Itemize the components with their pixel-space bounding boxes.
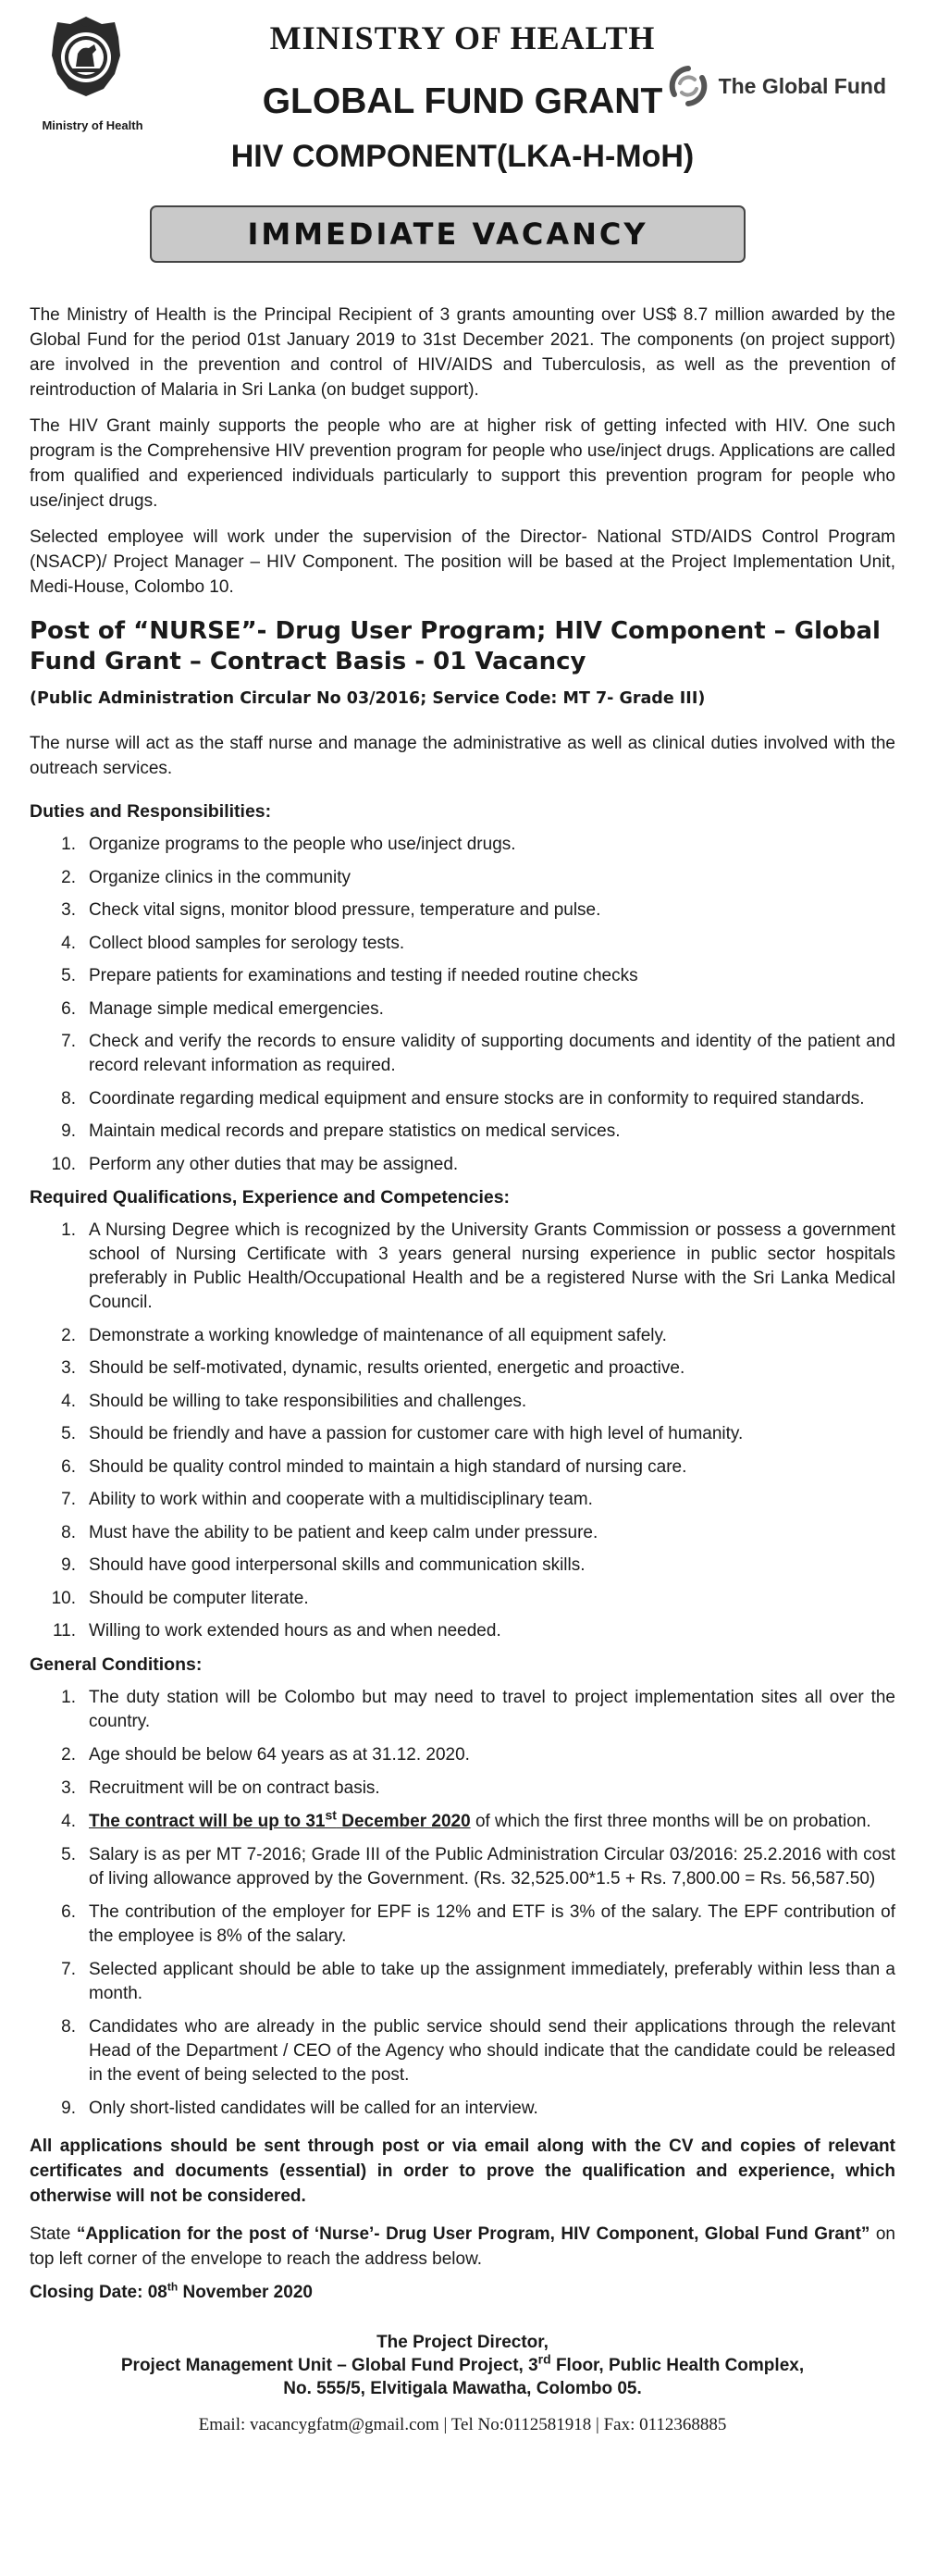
list-item [30, 1087, 895, 1111]
item-text: Manage simple medical emergencies. [89, 998, 384, 1019]
address-line: No. 555/5, Elvitigala Mawatha, Colombo 05. [283, 2378, 642, 2398]
duties-list [30, 833, 895, 1177]
item-text: Should be friendly and have a passion for customer care with high level of humanity. [89, 1424, 744, 1443]
item-number: 9. [61, 1555, 76, 1575]
envelope-instruction [30, 2222, 895, 2272]
item-number: 6. [61, 1456, 76, 1477]
grant-title: GLOBAL FUND GRANT [262, 81, 663, 121]
ministry-title: MINISTRY OF HEALTH [269, 19, 656, 56]
list-item [30, 1958, 895, 2006]
item-number: 4. [61, 933, 76, 953]
list-item [30, 1219, 895, 1315]
list-item [30, 1390, 895, 1414]
item-number: 7. [61, 1490, 76, 1509]
item-text: A Nursing Degree which is recognized by the University Grants Commission or possess a government school of Nursing Certificate with 3 years general nursing experience in public sector hospitals preferably in Public Health/Occupational Health and be a registered Nurse with the Sri Lanka Medical Council. [89, 1220, 895, 1312]
list-item [30, 1777, 895, 1801]
address-line: The Project Director, [376, 2332, 549, 2352]
list-item [30, 866, 895, 890]
item-number: 3. [61, 1777, 76, 1798]
closing-date [30, 2280, 895, 2303]
list-item [30, 2097, 895, 2121]
qualifications-heading: Required Qualifications, Experience and Competencies: [30, 1187, 511, 1208]
item-number: 1. [61, 1687, 76, 1707]
contract-end-month: December 2020 [336, 1811, 471, 1831]
list-item [30, 1488, 895, 1512]
global-fund-mark-icon [667, 65, 709, 107]
item-number: 5. [61, 1424, 76, 1443]
conditions-heading: General Conditions: [30, 1653, 203, 1675]
duties-heading: Duties and Responsibilities: [30, 801, 272, 822]
list-item [30, 1030, 895, 1078]
item-number: 2. [61, 867, 76, 887]
item-number: 4. [61, 1811, 76, 1831]
item-number: 7. [61, 1959, 76, 1979]
item-number: 9. [61, 2098, 76, 2118]
item-number: 5. [61, 966, 76, 985]
item-text: Age should be below 64 years as at 31.12. 2020. [89, 1744, 470, 1765]
intro-paragraph: Selected employee will work under the supervision of the Director- National STD/AIDS Control Program (NSACP)/ Project Manager – HIV Component. The position will be based at the Project Implementation Unit, Medi-House, Colombo 10. [30, 527, 895, 597]
applications-note: All applications should be sent through post or via email along with the CV and copies of relevant certificates and documents (essential) in order to prove the qualification and experience, which otherwise will not be considered. [30, 2136, 895, 2206]
item-text: Should be self-motivated, dynamic, results oriented, energetic and proactive. [89, 1358, 685, 1378]
ordinal-suffix: st [325, 1807, 337, 1823]
post-subtitle: (Public Administration Circular No 03/2016; Service Code: MT 7- Grade III) [30, 689, 706, 708]
address-text: Project Management Unit – Global Fund Project, 3 [120, 2355, 538, 2375]
item-number: 8. [61, 1522, 76, 1542]
item-number: 8. [61, 1088, 76, 1108]
list-item [30, 1153, 895, 1177]
item-number: 8. [61, 2016, 76, 2037]
item-number: 4. [61, 1391, 76, 1411]
item-text: Coordinate regarding medical equipment and ensure stocks are in conformity to required standards. [89, 1088, 865, 1108]
list-item [30, 964, 895, 988]
item-text: Check and verify the records to ensure validity of supporting documents and identity of the patient and record relevant information as required. [89, 1032, 895, 1075]
item-text: Perform any other duties that may be assigned. [89, 1154, 459, 1174]
item-text: Only short-listed candidates will be called for an interview. [89, 2098, 538, 2118]
list-item [30, 1843, 895, 1891]
component-title: HIV COMPONENT(LKA-H-MoH) [230, 139, 695, 174]
intro-paragraph: The Ministry of Health is the Principal Recipient of 3 grants amounting over US$ 8.7 million awarded by the Global Fund for the period 01st January 2019 to 31st December 2021. The components (on project support) are involved in the prevention and control of HIV/AIDS and Tuberculosis, as well as the prevention of reintroduction of Malaria in Sri Lanka (on budget support). [30, 305, 895, 400]
item-text: Must have the ability to be patient and keep calm under pressure. [89, 1522, 598, 1542]
item-text: Salary is as per MT 7-2016; Grade III of the Public Administration Circular 03/2016: 25.2.2016 with cost of living allowance approved by the Government. (Rs. 32,525.00*1.5 + Rs. 7,800.00 = Rs. 56,587.50) [89, 1844, 895, 1889]
list-item [30, 2015, 895, 2087]
list-item [30, 1619, 895, 1643]
envelope-title: “Application for the post of ‘Nurse’- Drug User Program, HIV Component, Global Fund Grant” [76, 2223, 870, 2244]
list-item [30, 1521, 895, 1545]
item-text: Organize programs to the people who use/inject drugs. [89, 835, 516, 854]
item-number: 6. [61, 1901, 76, 1922]
item-text: Maintain medical records and prepare statistics on medical services. [89, 1121, 621, 1141]
list-item [30, 1743, 895, 1767]
item-text: Collect blood samples for serology tests. [89, 933, 405, 953]
item-number: 3. [61, 1358, 76, 1378]
instruction-suffix: on top left corner of the envelope to reach the address below. [30, 2223, 895, 2269]
item-text [89, 1807, 895, 1834]
postal-address [30, 2331, 895, 2400]
immediate-vacancy-banner: IMMEDIATE VACANCY [150, 205, 746, 263]
ordinal-suffix: th [166, 2280, 179, 2294]
item-text: The duty station will be Colombo but may need to travel to project implementation sites all over the country. [89, 1687, 895, 1731]
intro-paragraph: The HIV Grant mainly supports the people who are at higher risk of getting infected with HIV. One such program is the Comprehensive HIV prevention program for people who use/inject drugs. Applications are called from qualified and experienced individuals particularly to support this prevention program for people who use/inject drugs. [30, 416, 895, 511]
item-text: Organize clinics in the community [89, 867, 351, 887]
list-item [30, 1901, 895, 1949]
closing-date-rest: November 2020 [178, 2282, 313, 2302]
list-item [30, 1120, 895, 1144]
item-text: Should be computer literate. [89, 1588, 309, 1608]
list-item [30, 833, 895, 857]
item-number: 9. [61, 1121, 76, 1141]
contact-details: Email: vacancygfatm@gmail.com | Tel No:0112581918 | Fax: 0112368885 [198, 2414, 727, 2434]
header [30, 0, 895, 278]
item-number: 3. [61, 900, 76, 920]
contract-end-date [89, 1807, 471, 1831]
item-text: Ability to work within and cooperate with a multidisciplinary team. [89, 1490, 593, 1509]
emblem-caption: Ministry of Health [42, 118, 143, 132]
ordinal-suffix: rd [537, 2351, 551, 2367]
list-item [30, 932, 895, 956]
post-title: Post of “NURSE”- Drug User Program; HIV Component – Global Fund Grant – Contract Basis - 01 Vacancy [30, 617, 881, 675]
item-number: 2. [61, 1325, 76, 1345]
item-number: 10. [51, 1588, 76, 1608]
conditions-list [30, 1686, 895, 2121]
item-number: 7. [61, 1032, 76, 1051]
closing-date-label: Closing Date: 08 [30, 2282, 167, 2302]
item-text: Selected applicant should be able to take up the assignment immediately, preferably within less than a month. [89, 1959, 895, 2003]
item-text: Check vital signs, monitor blood pressure, temperature and pulse. [89, 900, 601, 920]
item-number: 1. [61, 835, 76, 854]
qualifications-list [30, 1219, 895, 1643]
item-text: Candidates who are already in the public service should send their applications through the relevant Head of the Department / CEO of the Agency who should indicate that the candidate could be released in the event of being selected to the post. [89, 2016, 895, 2085]
list-item [30, 1455, 895, 1480]
global-fund-logo-text: The Global Fund [718, 73, 886, 98]
item-number: 5. [61, 1844, 76, 1864]
item-number: 2. [61, 1744, 76, 1765]
global-fund-logo [667, 65, 886, 107]
list-item [30, 1554, 895, 1578]
item-text: Should be quality control minded to maintain a high standard of nursing care. [89, 1456, 687, 1477]
address-line [30, 2351, 895, 2377]
list-item [30, 1356, 895, 1381]
item-text: Should have good interpersonal skills and communication skills. [89, 1555, 586, 1575]
item-number: 6. [61, 998, 76, 1019]
item-text: Recruitment will be on contract basis. [89, 1777, 380, 1798]
item-number: 1. [61, 1220, 76, 1240]
list-item [30, 997, 895, 1022]
list-item [30, 1807, 895, 1834]
instruction-prefix: State [30, 2223, 77, 2244]
item-number: 10. [51, 1154, 76, 1174]
item-number: 11. [52, 1621, 76, 1641]
list-item [30, 1324, 895, 1348]
item-text: Willing to work extended hours as and when needed. [89, 1621, 501, 1641]
address-text: Floor, Public Health Complex, [550, 2355, 805, 2375]
list-item [30, 1686, 895, 1734]
item-text: Prepare patients for examinations and testing if needed routine checks [89, 966, 638, 985]
nurse-intro-paragraph: The nurse will act as the staff nurse and manage the administrative as well as clinical duties involved with the outreach services. [30, 734, 895, 778]
list-item [30, 898, 895, 923]
item-text: Should be willing to take responsibilities and challenges. [89, 1391, 527, 1411]
item-text: The contribution of the employer for EPF is 12% and ETF is 3% of the salary. The EPF contribution of the employee is 8% of the salary. [89, 1901, 895, 1946]
item-text: Demonstrate a working knowledge of maintenance of all equipment safely. [89, 1325, 667, 1345]
probation-text: of which the first three months will be on probation. [475, 1811, 871, 1831]
contract-end-text: The contract will be up to 31 [89, 1811, 326, 1831]
list-item [30, 1587, 895, 1611]
list-item [30, 1422, 895, 1446]
